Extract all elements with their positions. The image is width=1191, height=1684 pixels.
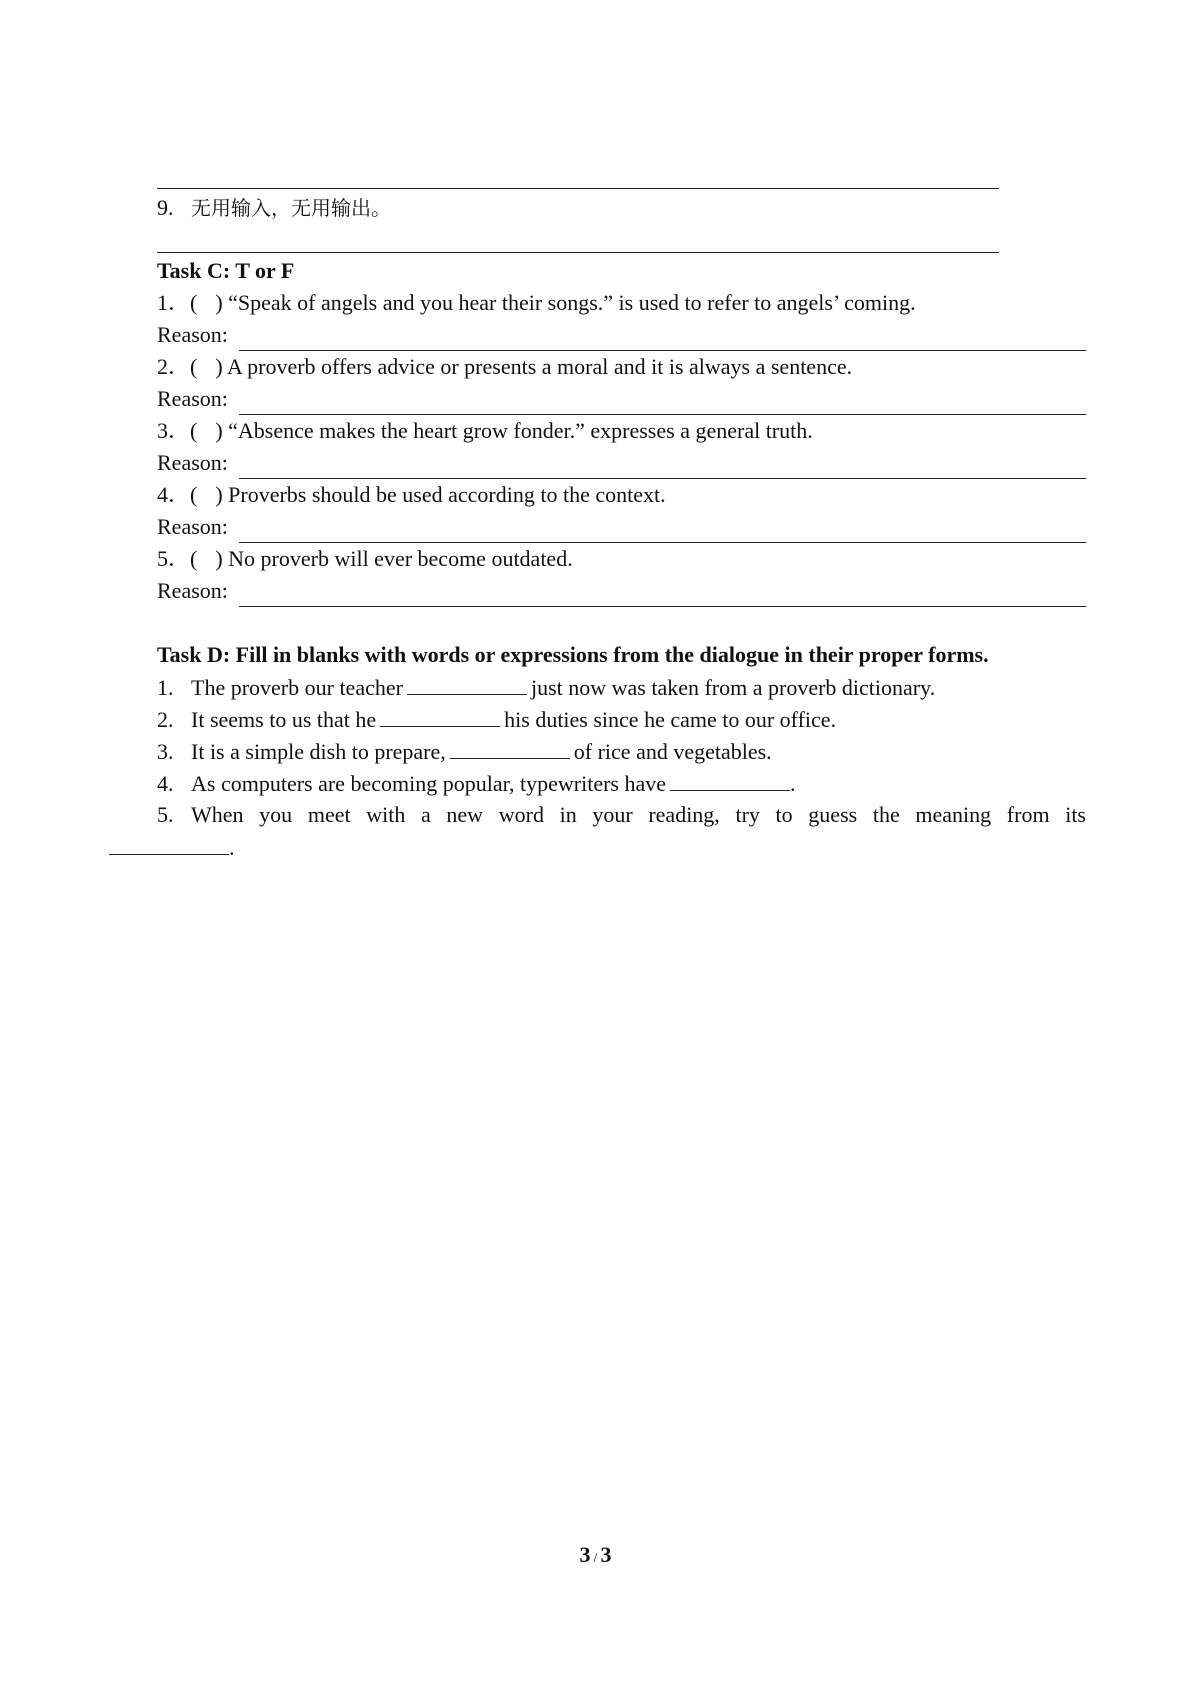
tf-item-number: 5．( — [157, 546, 198, 571]
fill-item-5-continuation — [109, 834, 235, 861]
tf-item-5 — [157, 546, 573, 572]
item-text-after: of rice and vegetables. — [573, 739, 772, 764]
translation-item-9 — [157, 195, 391, 221]
tf-item-number: 1．( — [157, 290, 198, 315]
item-number: 1. — [157, 675, 174, 700]
tf-item-text: A proverb offers advice or presents a moral and it is always a sentence. — [226, 354, 853, 379]
tf-item-close: ) — [215, 418, 223, 443]
reason-row-1 — [157, 322, 1086, 352]
reason-label: Reason: — [157, 450, 228, 475]
tf-item-text: No proverb will ever become outdated. — [228, 546, 573, 571]
item-number: 5. — [157, 802, 174, 827]
reason-line[interactable] — [239, 542, 1086, 543]
item-text-after: . — [790, 771, 796, 796]
reason-row-4 — [157, 514, 1086, 544]
reason-line[interactable] — [239, 350, 1086, 351]
answer-line-8 — [157, 188, 999, 189]
item-text-before: It is a simple dish to prepare, — [191, 739, 446, 764]
reason-label: Reason: — [157, 514, 228, 539]
item-text-before: It seems to us that he — [191, 707, 377, 732]
item-number: 2. — [157, 707, 174, 732]
page-separator: / — [593, 1551, 598, 1566]
item-text-before: As computers are becoming popular, typewriters have — [191, 771, 667, 796]
fill-item-3 — [157, 738, 772, 765]
tf-item-text: “Absence makes the heart grow fonder.” expresses a general truth. — [228, 418, 813, 443]
item-number: 4. — [157, 771, 174, 796]
tf-item-2 — [157, 354, 852, 380]
reason-label: Reason: — [157, 578, 228, 603]
reason-label: Reason: — [157, 322, 228, 347]
tf-item-number: 3．( — [157, 418, 198, 443]
item-text-before: When you meet with a new word in your reading, try to guess the meaning from its — [191, 802, 1086, 827]
page-current: 3 — [579, 1542, 591, 1567]
fill-blank[interactable] — [407, 674, 527, 695]
reason-line[interactable] — [239, 478, 1086, 479]
tf-item-number: 4．( — [157, 482, 198, 507]
reason-row-2 — [157, 386, 1086, 416]
fill-item-2 — [157, 706, 836, 733]
fill-blank[interactable] — [380, 706, 500, 727]
reason-row-5 — [157, 578, 1086, 608]
item-text-after: . — [229, 835, 235, 860]
fill-blank[interactable] — [450, 738, 570, 759]
item-text-after: just now was taken from a proverb dictionary. — [530, 675, 936, 700]
answer-line-9 — [157, 252, 999, 253]
item-number: 3. — [157, 739, 174, 764]
tf-item-number: 2．( — [157, 354, 198, 379]
item-text: 无用输入，无用输出。 — [191, 196, 391, 220]
fill-item-1 — [157, 674, 935, 701]
reason-line[interactable] — [239, 606, 1086, 607]
page-number — [0, 1542, 1191, 1568]
fill-blank[interactable] — [109, 834, 229, 855]
tf-item-4 — [157, 482, 666, 508]
tf-item-close: ) — [215, 546, 223, 571]
reason-line[interactable] — [239, 414, 1086, 415]
tf-item-3 — [157, 418, 813, 444]
task-c-heading: Task C: T or F — [157, 258, 295, 283]
tf-item-close: ) — [215, 354, 223, 379]
tf-item-close: ) — [215, 290, 223, 315]
fill-blank[interactable] — [670, 770, 790, 791]
tf-item-1 — [157, 290, 916, 316]
reason-row-3 — [157, 450, 1086, 480]
tf-item-text: Proverbs should be used according to the context. — [228, 482, 666, 507]
task-d-heading: Task D: Fill in blanks with words or expressions from the dialogue in their proper forms. — [157, 642, 989, 667]
item-text-before: The proverb our teacher — [191, 675, 403, 700]
item-text-after: his duties since he came to our office. — [504, 707, 837, 732]
page-total: 3 — [600, 1542, 612, 1567]
item-number: 9. — [157, 195, 174, 220]
fill-item-4 — [157, 770, 796, 797]
fill-item-5 — [157, 802, 1086, 828]
tf-item-text: “Speak of angels and you hear their songs.” is used to refer to angels’ coming. — [228, 290, 916, 315]
tf-item-close: ) — [215, 482, 223, 507]
reason-label: Reason: — [157, 386, 228, 411]
